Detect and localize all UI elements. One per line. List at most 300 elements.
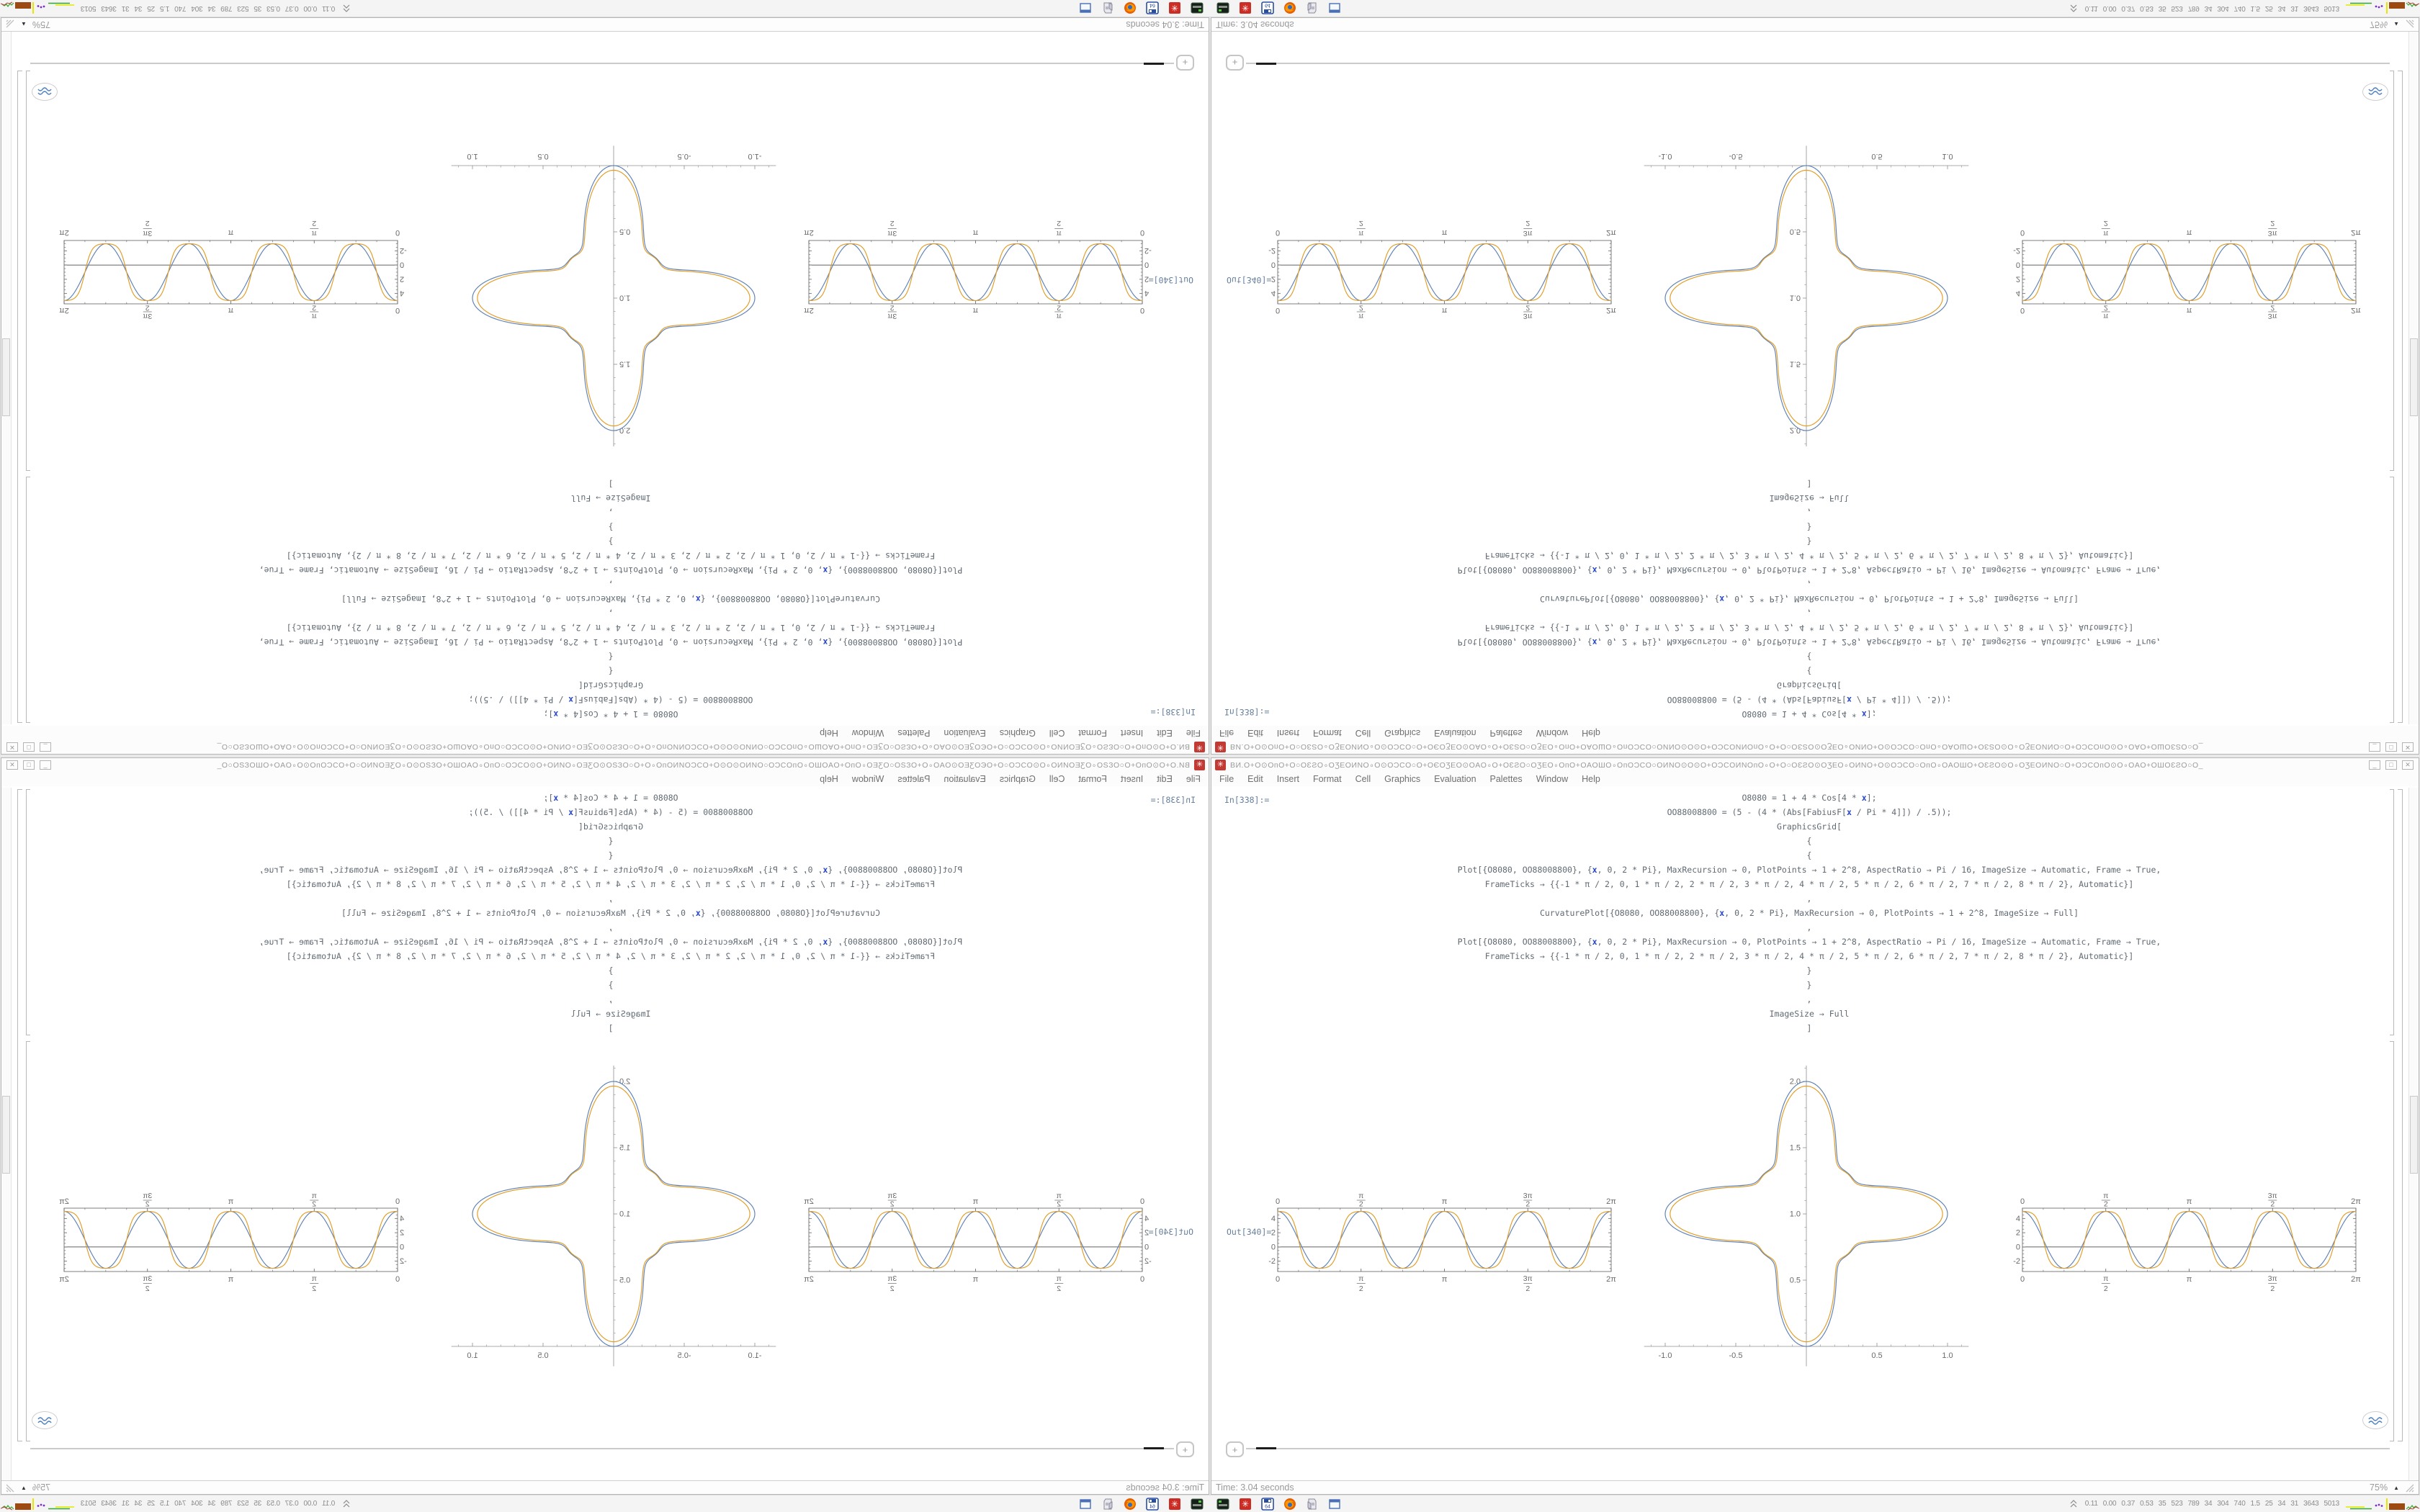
code-line[interactable]: , — [608, 580, 614, 590]
code-line[interactable]: { — [1806, 836, 1812, 846]
code-line[interactable]: ] — [608, 1023, 614, 1033]
svg-text:1.5: 1.5 — [619, 359, 631, 369]
code-line[interactable]: , — [608, 894, 614, 904]
menu-evaluation[interactable]: Evaluation — [944, 774, 986, 784]
input-cell-bracket[interactable] — [2390, 789, 2394, 1035]
window-icon[interactable] — [1328, 2, 1341, 15]
resize-grip-icon[interactable] — [2405, 1483, 2414, 1493]
monitor-value: 304 — [2217, 4, 2229, 12]
taskbar-launchers — [1210, 2, 1341, 15]
code-line[interactable]: OO88008800 = (5 - (4 * (Abs[FabiusF[x / Pi * 4]]) / .5)); — [468, 807, 753, 817]
code-line[interactable]: FrameTicks → {{-1 * π / 2, 0, 1 * π / 2, 2 * π / 2, 3 * π / 2, 4 * π / 2, 5 * π / 2, 6 * π / 2, 7 * π / 2, 8 * π / 2}, Automatic}] — [1484, 623, 2134, 633]
svg-text:π: π — [1441, 228, 1448, 237]
menu-format[interactable]: Format — [1312, 728, 1342, 738]
menu-graphics[interactable]: Graphics — [1384, 774, 1421, 784]
cell-group-bracket[interactable] — [17, 71, 22, 723]
maximize-button[interactable]: □ — [2385, 742, 2397, 752]
svg-text:0: 0 — [1275, 306, 1281, 315]
vertical-scrollbar[interactable] — [1, 32, 12, 724]
insert-cell-button[interactable]: + — [1176, 55, 1194, 71]
menu-file[interactable]: File — [1186, 774, 1201, 784]
maximize-button[interactable]: □ — [23, 760, 35, 770]
tray-collapse-icon[interactable] — [343, 1500, 350, 1508]
menu-insert[interactable]: Insert — [1276, 728, 1299, 738]
cell-group-bracket[interactable] — [17, 789, 22, 1441]
svg-text:π: π — [2103, 312, 2109, 320]
svg-text:-1.0: -1.0 — [1658, 1351, 1672, 1360]
svg-text:1.0: 1.0 — [1942, 1351, 1953, 1360]
monitor-value: 304 — [2217, 1500, 2229, 1508]
system-monitor-graph-icon[interactable] — [1, 1497, 74, 1511]
window-titlebar[interactable] — [1, 758, 1209, 772]
monitor-value: 0.00 — [2102, 4, 2117, 12]
resize-grip-icon[interactable] — [2405, 20, 2414, 30]
code-line[interactable]: { — [608, 666, 614, 676]
menu-file[interactable]: File — [1219, 728, 1234, 738]
code-line[interactable]: , — [1806, 922, 1812, 932]
svg-text:3π: 3π — [1523, 1274, 1533, 1283]
mathematica-icon[interactable] — [1239, 2, 1252, 15]
window-icon[interactable] — [1079, 2, 1092, 15]
menu-graphics[interactable]: Graphics — [1384, 728, 1421, 738]
terminal-icon[interactable] — [1191, 1498, 1204, 1511]
mathematica-icon[interactable] — [1168, 1498, 1181, 1511]
firefox-icon[interactable] — [1283, 1498, 1296, 1511]
desktop — [0, 756, 1210, 1512]
code-line[interactable]: } — [1806, 966, 1812, 976]
svg-text:2π: 2π — [804, 228, 814, 237]
menu-cell[interactable]: Cell — [1355, 774, 1371, 784]
monitor-value: 0.11 — [322, 1500, 336, 1508]
svg-text:π: π — [228, 1197, 234, 1206]
svg-text:3π: 3π — [143, 312, 153, 320]
code-line[interactable]: Plot[{O8080, OO88008800}, {x, 0, 2 * Pi}, MaxRecursion → 0, PlotPoints → 1 + 2^8, AspectRatio → Pi / 16, ImageSize → Automatic, Frame → True, — [1457, 865, 2161, 875]
mathematica-icon[interactable] — [1168, 2, 1181, 15]
svg-text:2: 2 — [145, 1284, 150, 1293]
menu-graphics[interactable]: Graphics — [999, 774, 1036, 784]
svg-text:2: 2 — [145, 1200, 150, 1209]
svg-text:2.0: 2.0 — [619, 1077, 631, 1086]
window-buttons — [6, 742, 51, 752]
menu-insert[interactable]: Insert — [1121, 728, 1144, 738]
monitor-value: 25 — [2264, 1500, 2273, 1508]
menu-help[interactable]: Help — [1582, 774, 1600, 784]
system-monitor-graph-icon[interactable] — [1, 1, 74, 16]
monitor-value: 3643 — [101, 1500, 117, 1508]
menu-bar — [1, 726, 1209, 740]
menu-file[interactable]: File — [1186, 728, 1201, 738]
scrollbar-thumb[interactable] — [2, 1096, 10, 1174]
svg-text:0: 0 — [1144, 260, 1150, 269]
svg-text:1.0: 1.0 — [619, 1210, 631, 1219]
menu-window[interactable]: Window — [1536, 728, 1569, 738]
svg-text:0: 0 — [2015, 260, 2020, 269]
cell-group-bracket[interactable] — [2398, 789, 2403, 1441]
code-line[interactable]: } — [1806, 536, 1812, 546]
code-line[interactable]: CurvaturePlot[{O8080, OO88008800}, {x, 0, 2 * Pi}, MaxRecursion → 0, PlotPoints → 1 + 2^8, ImageSize → Full] — [1539, 908, 2079, 918]
svg-text:2: 2 — [1057, 1200, 1062, 1209]
menu-format[interactable]: Format — [1078, 728, 1108, 738]
floppy64-icon[interactable] — [1261, 2, 1274, 15]
code-line[interactable]: { — [1806, 666, 1812, 676]
mathematica-app-icon: ✳ — [1215, 742, 1226, 752]
printer-icon[interactable] — [1306, 2, 1319, 15]
code-line[interactable]: , — [1806, 580, 1812, 590]
curvature-cross-plot — [426, 1037, 801, 1400]
input-cell-label: In[338]:= — [1150, 707, 1196, 717]
code-line[interactable]: { — [608, 850, 614, 860]
magnification-arrow-icon[interactable]: ▲ — [21, 1484, 27, 1491]
svg-text:2: 2 — [312, 303, 317, 312]
status-bar — [1, 1480, 1209, 1494]
assistant-icon[interactable] — [32, 1411, 58, 1429]
menu-file[interactable]: File — [1219, 774, 1234, 784]
menu-edit[interactable]: Edit — [1157, 774, 1173, 784]
monitor-value: 0.53 — [266, 4, 280, 12]
code-line[interactable]: , — [1806, 994, 1812, 1004]
monitor-value: 523 — [237, 1500, 249, 1508]
code-line[interactable]: } — [608, 966, 614, 976]
menu-format[interactable]: Format — [1078, 774, 1108, 784]
magnification-control[interactable]: 75% — [32, 19, 50, 30]
close-button[interactable]: ✕ — [2402, 742, 2414, 752]
notebook-content — [1, 32, 1209, 724]
output-cell-bracket[interactable] — [26, 71, 30, 471]
maximize-button[interactable]: □ — [2385, 760, 2397, 770]
code-line[interactable]: OO88008800 = (5 - (4 * (Abs[FabiusF[x / Pi * 4]]) / .5)); — [468, 695, 753, 705]
sine-wave-plot-right — [2012, 215, 2365, 326]
mathematica-window — [1211, 757, 2419, 1495]
menu-edit[interactable]: Edit — [1157, 728, 1173, 738]
resize-grip-icon[interactable] — [6, 1483, 15, 1493]
menu-window[interactable]: Window — [1536, 774, 1569, 784]
svg-text:2: 2 — [2270, 1200, 2275, 1209]
output-cell-bracket[interactable] — [2390, 71, 2394, 471]
magnification-arrow-icon[interactable]: ▲ — [2393, 21, 2399, 28]
tray-collapse-icon[interactable] — [343, 4, 350, 13]
system-monitor-values — [2085, 4, 2339, 12]
menu-graphics[interactable]: Graphics — [999, 728, 1036, 738]
input-cell-bracket[interactable] — [26, 789, 30, 1035]
menu-evaluation[interactable]: Evaluation — [944, 728, 986, 738]
code-line[interactable]: ImageSize → Full — [570, 493, 651, 503]
code-line[interactable]: , — [1806, 894, 1812, 904]
window-titlebar[interactable] — [1, 740, 1209, 754]
sine-wave-plot-left — [1268, 1186, 1621, 1297]
code-line[interactable]: FrameTicks → {{-1 * π / 2, 0, 1 * π / 2, 2 * π / 2, 3 * π / 2, 4 * π / 2, 5 * π / 2, 6 * π / 2, 7 * π / 2, 8 * π / 2}, Automatic}] — [1484, 879, 2134, 889]
menu-palettes[interactable]: Palettes — [897, 774, 931, 784]
code-line[interactable]: Plot[{O8080, OO88008800}, {x, 0, 2 * Pi}, MaxRecursion → 0, PlotPoints → 1 + 2^8, AspectRatio → Pi / 16, ImageSize → Automatic, Frame → True, — [1457, 565, 2161, 575]
firefox-icon[interactable] — [1283, 2, 1296, 15]
svg-text:3π: 3π — [887, 1192, 897, 1200]
code-line[interactable]: , — [1806, 608, 1812, 618]
minimize-button[interactable]: _ — [40, 760, 51, 770]
magnification-control[interactable]: 75% — [32, 1482, 50, 1493]
menu-palettes[interactable]: Palettes — [897, 728, 931, 738]
code-line[interactable]: Plot[{O8080, OO88008800}, {x, 0, 2 * Pi}, MaxRecursion → 0, PlotPoints → 1 + 2^8, AspectRatio → Pi / 16, ImageSize → Automatic, Frame → True, — [259, 865, 963, 875]
output-cell-bracket[interactable] — [26, 1041, 30, 1441]
monitor-value: 34 — [134, 4, 143, 12]
tray-collapse-icon[interactable] — [2070, 1500, 2077, 1508]
menu-help[interactable]: Help — [1582, 728, 1600, 738]
status-bar — [1211, 1480, 2419, 1494]
insert-cell-button[interactable]: + — [1226, 55, 1244, 71]
menu-insert[interactable]: Insert — [1276, 774, 1299, 784]
code-line[interactable]: , — [608, 922, 614, 932]
code-line[interactable]: GraphicsGrid[ — [578, 680, 644, 690]
svg-text:0: 0 — [2020, 1275, 2025, 1284]
code-line[interactable]: ImageSize → Full — [570, 1009, 651, 1019]
menu-format[interactable]: Format — [1312, 774, 1342, 784]
sine-wave-plot-left — [1268, 215, 1621, 326]
menu-help[interactable]: Help — [820, 728, 838, 738]
mathematica-icon[interactable] — [1239, 1498, 1252, 1511]
scrollbar-thumb[interactable] — [2410, 338, 2418, 416]
assistant-icon[interactable] — [2362, 1411, 2388, 1429]
svg-text:2: 2 — [889, 303, 895, 312]
taskbar-launchers — [1210, 1498, 1341, 1511]
taskbar-launchers — [1079, 2, 1210, 15]
assistant-icon[interactable] — [32, 83, 58, 101]
code-line[interactable]: , — [1806, 508, 1812, 518]
code-cell[interactable] — [53, 791, 1168, 1035]
svg-text:2: 2 — [2103, 303, 2108, 312]
menu-palettes[interactable]: Palettes — [1489, 728, 1523, 738]
svg-text:-1.0: -1.0 — [748, 1351, 762, 1360]
svg-text:4: 4 — [400, 1214, 405, 1223]
window-titlebar[interactable] — [1211, 740, 2419, 754]
firefox-icon[interactable] — [1124, 2, 1137, 15]
monitor-value: 1.5 — [160, 4, 170, 12]
floppy64-icon[interactable] — [1146, 1498, 1159, 1511]
svg-text:1.0: 1.0 — [619, 293, 631, 302]
svg-text:64: 64 — [1150, 1504, 1155, 1509]
firefox-icon[interactable] — [1124, 1498, 1137, 1511]
svg-text:0: 0 — [400, 1243, 405, 1252]
menu-evaluation[interactable]: Evaluation — [1434, 728, 1476, 738]
menu-cell[interactable]: Cell — [1049, 774, 1065, 784]
vertical-scrollbar[interactable] — [1, 788, 12, 1480]
resize-grip-icon[interactable] — [6, 20, 15, 30]
monitor-value: 740 — [174, 4, 187, 12]
code-cell[interactable] — [53, 477, 1168, 721]
svg-text:2: 2 — [312, 1284, 317, 1293]
assistant-icon[interactable] — [2362, 83, 2388, 101]
system-monitor-graph-icon[interactable] — [2346, 1, 2419, 16]
terminal-icon[interactable] — [1216, 2, 1229, 15]
menu-window[interactable]: Window — [851, 774, 884, 784]
close-button[interactable]: ✕ — [2402, 760, 2414, 770]
svg-text:0.5: 0.5 — [537, 1351, 549, 1360]
code-line[interactable]: { — [1806, 652, 1812, 662]
svg-text:2: 2 — [1358, 219, 1363, 228]
code-line[interactable]: { — [608, 652, 614, 662]
minimize-button[interactable]: _ — [2369, 760, 2380, 770]
vertical-scrollbar[interactable] — [2408, 788, 2419, 1480]
code-line[interactable]: ] — [1806, 479, 1812, 489]
svg-text:2π: 2π — [804, 1275, 814, 1284]
code-line[interactable]: } — [1806, 980, 1812, 990]
svg-text:-0.5: -0.5 — [1729, 1351, 1743, 1360]
svg-text:2π: 2π — [1606, 228, 1616, 237]
svg-text:-0.5: -0.5 — [677, 152, 691, 161]
code-line[interactable]: Plot[{O8080, OO88008800}, {x, 0, 2 * Pi}, MaxRecursion → 0, PlotPoints → 1 + 2^8, AspectRatio → Pi / 16, ImageSize → Automatic, Frame → True, — [259, 565, 963, 575]
magnification-arrow-icon[interactable]: ▲ — [21, 21, 27, 28]
window-icon[interactable] — [1079, 1498, 1092, 1511]
window-titlebar[interactable] — [1211, 758, 2419, 772]
svg-text:π: π — [2103, 1274, 2109, 1283]
code-line[interactable]: GraphicsGrid[ — [1776, 680, 1842, 690]
insertion-line — [1246, 63, 2390, 64]
code-line[interactable]: Plot[{O8080, OO88008800}, {x, 0, 2 * Pi}, MaxRecursion → 0, PlotPoints → 1 + 2^8, AspectRatio → Pi / 16, ImageSize → Automatic, Frame → True, — [259, 637, 963, 647]
code-line[interactable]: } — [1806, 522, 1812, 532]
svg-text:3π: 3π — [1523, 312, 1533, 320]
minimize-button[interactable]: _ — [2369, 742, 2380, 752]
monitor-value: 35 — [2158, 4, 2166, 12]
menu-edit[interactable]: Edit — [1247, 774, 1263, 784]
insert-cell-button[interactable]: + — [1176, 1441, 1194, 1457]
code-line[interactable]: FrameTicks → {{-1 * π / 2, 0, 1 * π / 2, 2 * π / 2, 3 * π / 2, 4 * π / 2, 5 * π / 2, 6 * π / 2, 7 * π / 2, 8 * π / 2}, Automatic}] — [286, 879, 936, 889]
code-line[interactable]: Plot[{O8080, OO88008800}, {x, 0, 2 * Pi}, MaxRecursion → 0, PlotPoints → 1 + 2^8, AspectRatio → Pi / 16, ImageSize → Automatic, Frame → True, — [1457, 937, 2161, 947]
menu-evaluation[interactable]: Evaluation — [1434, 774, 1476, 784]
terminal-icon[interactable] — [1216, 1498, 1229, 1511]
svg-text:2: 2 — [889, 1200, 895, 1209]
svg-text:-2: -2 — [1268, 1257, 1276, 1266]
svg-text:3π: 3π — [1523, 229, 1533, 238]
code-line[interactable]: Plot[{O8080, OO88008800}, {x, 0, 2 * Pi}, MaxRecursion → 0, PlotPoints → 1 + 2^8, AspectRatio → Pi / 16, ImageSize → Automatic, Frame → True, — [259, 937, 963, 947]
code-line[interactable]: { — [608, 836, 614, 846]
code-line[interactable]: { — [1806, 850, 1812, 860]
code-line[interactable]: CurvaturePlot[{O8080, OO88008800}, {x, 0, 2 * Pi}, MaxRecursion → 0, PlotPoints → 1 + 2^8, ImageSize → Full] — [341, 908, 881, 918]
code-line[interactable]: Plot[{O8080, OO88008800}, {x, 0, 2 * Pi}, MaxRecursion → 0, PlotPoints → 1 + 2^8, AspectRatio → Pi / 16, ImageSize → Automatic, Frame → True, — [1457, 637, 2161, 647]
cell-group-bracket[interactable] — [2398, 71, 2403, 723]
monitor-value: 34 — [207, 1500, 216, 1508]
close-button[interactable]: ✕ — [6, 760, 18, 770]
svg-text:2π: 2π — [59, 1275, 69, 1284]
code-line[interactable]: CurvaturePlot[{O8080, OO88008800}, {x, 0, 2 * Pi}, MaxRecursion → 0, PlotPoints → 1 + 2^8, ImageSize → Full] — [341, 594, 881, 604]
input-cell-bracket[interactable] — [2390, 477, 2394, 723]
svg-text:π: π — [972, 228, 979, 237]
code-line[interactable]: } — [608, 980, 614, 990]
system-monitor-graph-icon[interactable] — [2346, 1497, 2419, 1511]
code-line[interactable]: } — [608, 536, 614, 546]
code-line[interactable]: , — [608, 994, 614, 1004]
insert-cell-button[interactable]: + — [1226, 1441, 1244, 1457]
code-line[interactable]: FrameTicks → {{-1 * π / 2, 0, 1 * π / 2, 2 * π / 2, 3 * π / 2, 4 * π / 2, 5 * π / 2, 6 * π / 2, 7 * π / 2, 8 * π / 2}, Automatic}] — [286, 623, 936, 633]
svg-text:0.5: 0.5 — [1789, 1276, 1801, 1285]
code-line[interactable]: O8080 = 1 + 4 * Cos[4 * x]; — [1742, 709, 1877, 719]
svg-text:-2: -2 — [1268, 246, 1276, 255]
minimize-button[interactable]: _ — [40, 742, 51, 752]
terminal-icon[interactable] — [1191, 2, 1204, 15]
code-line[interactable]: OO88008800 = (5 - (4 * (Abs[FabiusF[x / Pi * 4]]) / .5)); — [1667, 695, 1952, 705]
close-button[interactable]: ✕ — [6, 742, 18, 752]
monitor-value: 34 — [134, 1500, 143, 1508]
code-line[interactable]: ] — [1806, 1023, 1812, 1033]
monitor-value: 0.37 — [284, 1500, 299, 1508]
monitor-value: 789 — [220, 1500, 233, 1508]
tray-collapse-icon[interactable] — [2070, 4, 2077, 13]
floppy64-icon[interactable] — [1261, 1498, 1274, 1511]
code-line[interactable]: GraphicsGrid[ — [578, 822, 644, 832]
svg-text:0.5: 0.5 — [1871, 152, 1883, 161]
code-line[interactable]: , — [608, 508, 614, 518]
menu-edit[interactable]: Edit — [1247, 728, 1263, 738]
code-line[interactable]: FrameTicks → {{-1 * π / 2, 0, 1 * π / 2, 2 * π / 2, 3 * π / 2, 4 * π / 2, 5 * π / 2, 6 * π / 2, 7 * π / 2, 8 * π / 2}, Automatic}] — [286, 551, 936, 561]
scrollbar-thumb[interactable] — [2410, 1096, 2418, 1174]
svg-text:0.5: 0.5 — [619, 227, 631, 236]
desktop — [1210, 756, 2420, 1512]
svg-text:3π: 3π — [2267, 1192, 2277, 1200]
svg-text:2: 2 — [2015, 1228, 2020, 1238]
maximize-button[interactable]: □ — [23, 742, 35, 752]
svg-text:π: π — [311, 1192, 317, 1200]
svg-text:2π: 2π — [1606, 306, 1616, 315]
svg-text:2: 2 — [1144, 1228, 1150, 1238]
magnification-control[interactable]: 75% — [2370, 1482, 2388, 1493]
code-line[interactable]: FrameTicks → {{-1 * π / 2, 0, 1 * π / 2, 2 * π / 2, 3 * π / 2, 4 * π / 2, 5 * π / 2, 6 * π / 2, 7 * π / 2, 8 * π / 2}, Automatic}] — [1484, 951, 2134, 961]
printer-icon[interactable] — [1101, 2, 1114, 15]
taskbar — [0, 0, 1210, 17]
svg-text:π: π — [228, 306, 234, 315]
sine-wave-plot-right — [55, 1186, 408, 1297]
printer-icon[interactable] — [1101, 1498, 1114, 1511]
menu-insert[interactable]: Insert — [1121, 774, 1144, 784]
scrollbar-thumb[interactable] — [2, 338, 10, 416]
menu-cell[interactable]: Cell — [1355, 728, 1371, 738]
code-line[interactable]: ] — [608, 479, 614, 489]
svg-text:0: 0 — [395, 306, 400, 315]
vertical-scrollbar[interactable] — [2408, 32, 2419, 724]
quadrant-mirrored-vertical — [1210, 0, 2420, 756]
menu-cell[interactable]: Cell — [1049, 728, 1065, 738]
monitor-value: 5013 — [2323, 4, 2339, 12]
code-line[interactable]: OO88008800 = (5 - (4 * (Abs[FabiusF[x / Pi * 4]]) / .5)); — [1667, 807, 1952, 817]
svg-text:3π: 3π — [1523, 1192, 1533, 1200]
monitor-value: 31 — [2290, 4, 2299, 12]
menu-palettes[interactable]: Palettes — [1489, 774, 1523, 784]
monitor-value: 523 — [2171, 4, 2183, 12]
floppy64-icon[interactable] — [1146, 2, 1159, 15]
code-line[interactable]: FrameTicks → {{-1 * π / 2, 0, 1 * π / 2, 2 * π / 2, 3 * π / 2, 4 * π / 2, 5 * π / 2, 6 * π / 2, 7 * π / 2, 8 * π / 2}, Automatic}] — [286, 951, 936, 961]
code-line[interactable]: O8080 = 1 + 4 * Cos[4 * x]; — [543, 709, 678, 719]
input-cell-bracket[interactable] — [26, 477, 30, 723]
code-line[interactable]: ImageSize → Full — [1769, 1009, 1850, 1019]
code-line[interactable]: } — [608, 522, 614, 532]
svg-text:π: π — [1358, 229, 1364, 238]
output-cell-bracket[interactable] — [2390, 1041, 2394, 1441]
code-cell[interactable] — [1252, 791, 2367, 1035]
window-icon[interactable] — [1328, 1498, 1341, 1511]
code-line[interactable]: O8080 = 1 + 4 * Cos[4 * x]; — [1742, 793, 1877, 803]
printer-icon[interactable] — [1306, 1498, 1319, 1511]
code-cell[interactable] — [1252, 477, 2367, 721]
menu-window[interactable]: Window — [851, 728, 884, 738]
monitor-value: 5013 — [81, 1500, 97, 1508]
magnification-control[interactable]: 75% — [2370, 19, 2388, 30]
magnification-arrow-icon[interactable]: ▲ — [2393, 1484, 2399, 1491]
code-line[interactable]: GraphicsGrid[ — [1776, 822, 1842, 832]
code-line[interactable]: O8080 = 1 + 4 * Cos[4 * x]; — [543, 793, 678, 803]
mathematica-window — [1, 757, 1209, 1495]
code-line[interactable]: CurvaturePlot[{O8080, OO88008800}, {x, 0, 2 * Pi}, MaxRecursion → 0, PlotPoints → 1 + 2^8, ImageSize → Full] — [1539, 594, 2079, 604]
code-line[interactable]: , — [608, 608, 614, 618]
code-line[interactable]: ImageSize → Full — [1769, 493, 1850, 503]
code-line[interactable]: FrameTicks → {{-1 * π / 2, 0, 1 * π / 2, 2 * π / 2, 3 * π / 2, 4 * π / 2, 5 * π / 2, 6 * π / 2, 7 * π / 2, 8 * π / 2}, Automatic}] — [1484, 551, 2134, 561]
menu-help[interactable]: Help — [820, 774, 838, 784]
svg-text:1.0: 1.0 — [467, 152, 478, 161]
svg-text:4: 4 — [1270, 1214, 1276, 1223]
